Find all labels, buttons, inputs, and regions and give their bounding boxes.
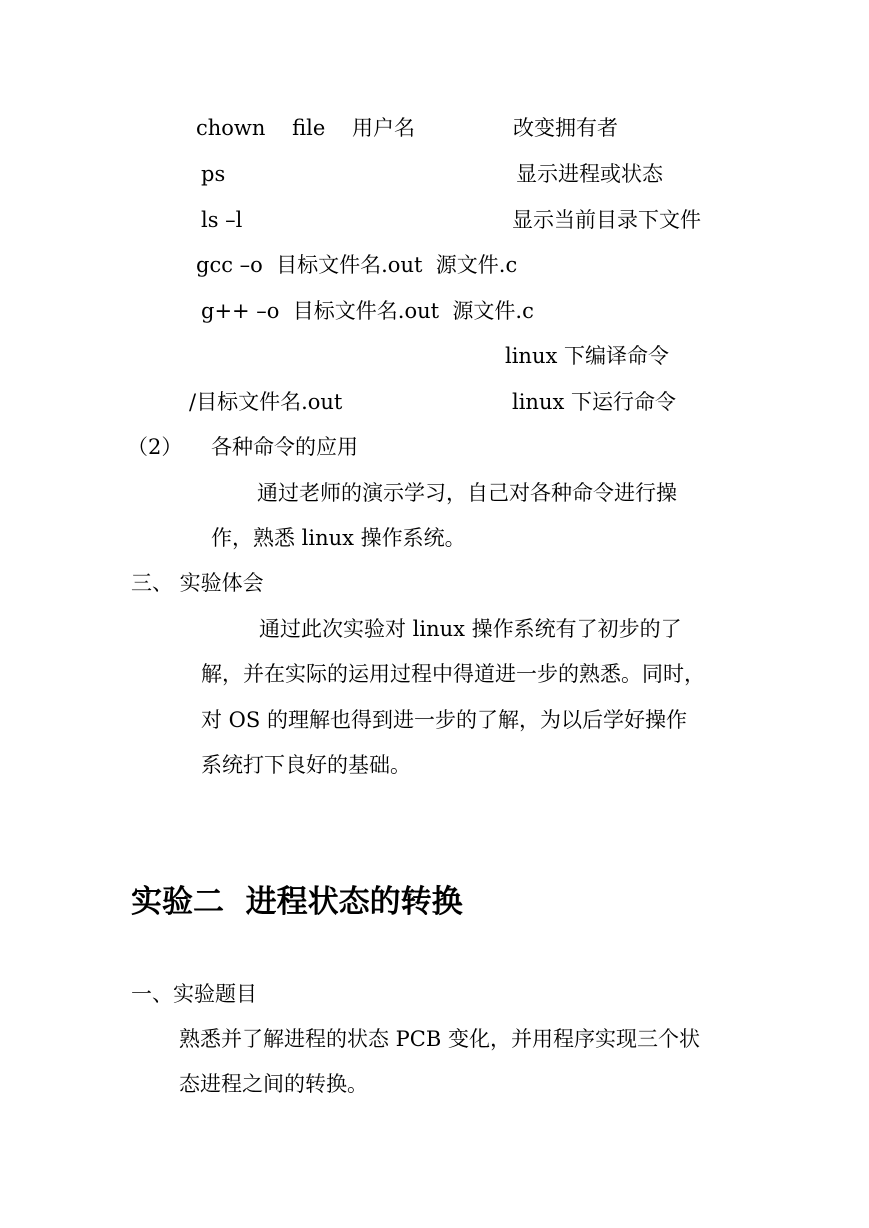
subsection-number: （2） [127, 435, 183, 459]
command-compile-desc: linux 下编译命令 [505, 344, 670, 368]
paragraph-line: 态进程之间的转换。 [179, 1072, 368, 1096]
paragraph-line: 解，并在实际的运用过程中得道进一步的熟悉。同时， [201, 662, 705, 686]
chapter-heading: 实验二 进程状态的转换 [131, 884, 463, 920]
paragraph-line: 通过此次实验对 linux 操作系统有了初步的了 [259, 617, 682, 641]
command-run: /目标文件名.out [189, 390, 343, 414]
command-gcc: gcc –o 目标文件名.out 源文件.c [196, 253, 518, 277]
section-title: 三、 实验体会 [131, 571, 264, 595]
command-ps-desc: 显示进程或状态 [516, 162, 663, 186]
command-run-desc: linux 下运行命令 [512, 390, 677, 414]
paragraph-line: 作，熟悉 linux 操作系统。 [211, 526, 466, 550]
paragraph-line: 对 OS 的理解也得到进一步的了解，为以后学好操作 [201, 708, 687, 732]
paragraph-line: 通过老师的演示学习，自己对各种命令进行操 [257, 481, 677, 505]
section-title: 一、实验题目 [131, 982, 257, 1006]
command-chown: chown file 用户名 [196, 116, 415, 140]
paragraph-line: 系统打下良好的基础。 [201, 753, 411, 777]
command-ls: ls –l [201, 208, 243, 232]
command-ps: ps [201, 162, 226, 186]
command-chown-desc: 改变拥有者 [513, 116, 618, 140]
command-ls-desc: 显示当前目录下文件 [512, 208, 701, 232]
subsection-title: 各种命令的应用 [211, 435, 358, 459]
command-gpp: g++ –o 目标文件名.out 源文件.c [201, 299, 534, 323]
paragraph-line: 熟悉并了解进程的状态 PCB 变化，并用程序实现三个状 [179, 1027, 700, 1051]
